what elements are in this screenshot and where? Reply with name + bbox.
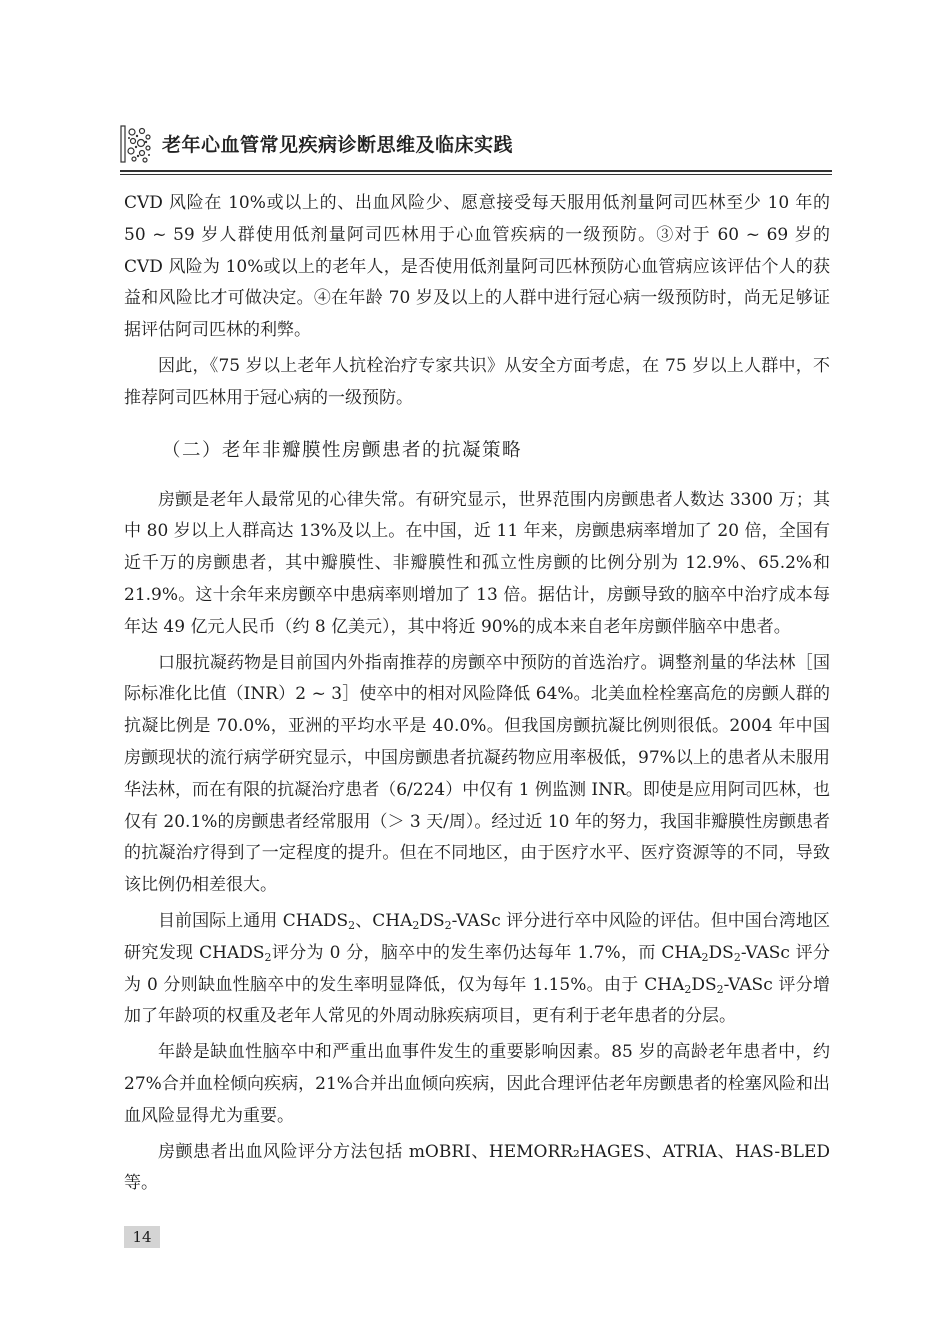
paragraph-af-epidemiology: 房颤是老年人最常见的心律失常。有研究显示，世界范围内房颤患者人数达 3300 万；其中 80 岁以上人群高达 13%及以上。在中国，近 11 年来，房颤患病率增加了 20 倍，全国有近千万的房颤患者，其中瓣膜性、非瓣膜性和孤立性房颤的比例分别为 12.9%、65.2%和 21.9%。这十余年来房颤卒中患病率则增加了 13 倍。据估计，房颤导致的脑卒中治疗成本每年达 49 亿元人民币（约 8 亿美元），其中将近 90%的成本来自老年房颤伴脑卒中患者。 xyxy=(124,489,830,637)
paragraph-age-risk: 年龄是缺血性脑卒中和严重出血事件发生的重要影响因素。85 岁的高龄老年患者中，约 27%合并血栓倾向疾病，21%合并出血倾向疾病，因此合理评估老年房颤患者的栓塞风险和出血风险显得尤为重要。 xyxy=(124,1042,830,1126)
paragraph-stroke-scores: 目前国际上通用 $CHADS_2$、$CHA_2DS_2$-VASc 评分进行卒中风险的评估。但中国台湾地区研究发现 $CHADS_2$评分为 0 分，脑卒中的发生率仍达每年 1.7%，而 $CHA_2DS_2$-VASc 评分为 0 分则缺血性脑卒中的发生率明显降低，仅为每年 1.15%。由于 $CHA_2DS_2$-VASc 评分增加了年龄项的权重及老年人常见的外周动脉疾病项目，更有利于老年患者的分层。 xyxy=(124,910,830,1027)
page-number: 14 xyxy=(124,1226,160,1248)
running-header xyxy=(120,124,832,164)
section-heading: （二）老年非瓣膜性房颤患者的抗凝策略 xyxy=(162,439,523,461)
paragraph-anticoagulation: 口服抗凝药物是目前国内外指南推荐的房颤卒中预防的首选治疗。调整剂量的华法林［国际标准化比值（INR）2 ~ 3］使卒中的相对风险降低 64%。北美血栓栓塞高危的房颤人群的抗凝比例是 70.0%，亚洲的平均水平是 40.0%。但我国房颤抗凝比例则很低。2004 年中国房颤现状的流行病学研究显示，中国房颤患者抗凝药物应用率极低，97%以上的患者从未服用华法林，而在有限的抗凝治疗患者（6/224）中仅有 1 例监测 INR。即使是应用阿司匹林，也仅有 20.1%的房颤患者经常服用（＞ 3 天/周）。经过近 10 年的努力，我国非瓣膜性房颤患者的抗凝治疗得到了一定程度的提升。但在不同地区，由于医疗水平、医疗资源等的不同，导致该比例仍相差很大。 xyxy=(124,652,830,896)
header-rule-thin xyxy=(120,174,832,175)
paragraph-cvd-risk: CVD 风险在 10%或以上的、出血风险少、愿意接受每天服用低剂量阿司匹林至少 10 年的 50 ~ 59 岁人群使用低剂量阿司匹林用于心血管疾病的一级预防。③对于 60 ~ 69 岁的 CVD 风险为 10%或以上的老年人，是否使用低剂量阿司匹林预防心血管病应该评估个人的获益和风险比才可做决定。④在年龄 70 岁及以上的人群中进行冠心病一级预防时，尚无足够证据评估阿司匹林的利弊。 xyxy=(124,193,830,341)
paragraph-bleeding-scores: 房颤患者出血风险评分方法包括 mOBRI、HEMORR₂HAGES、ATRIA、HAS-BLED 等。 xyxy=(124,1141,830,1194)
body-text xyxy=(124,188,830,1200)
paragraph-consensus: 因此，《75 岁以上老年人抗栓治疗专家共识》从安全方面考虑，在 75 岁以上人群中，不推荐阿司匹林用于冠心病的一级预防。 xyxy=(124,355,830,408)
dotted-circles-logo-icon xyxy=(120,124,152,164)
running-title: 老年心血管常见疾病诊断思维及临床实践 xyxy=(162,134,514,156)
header-rule xyxy=(120,170,832,172)
